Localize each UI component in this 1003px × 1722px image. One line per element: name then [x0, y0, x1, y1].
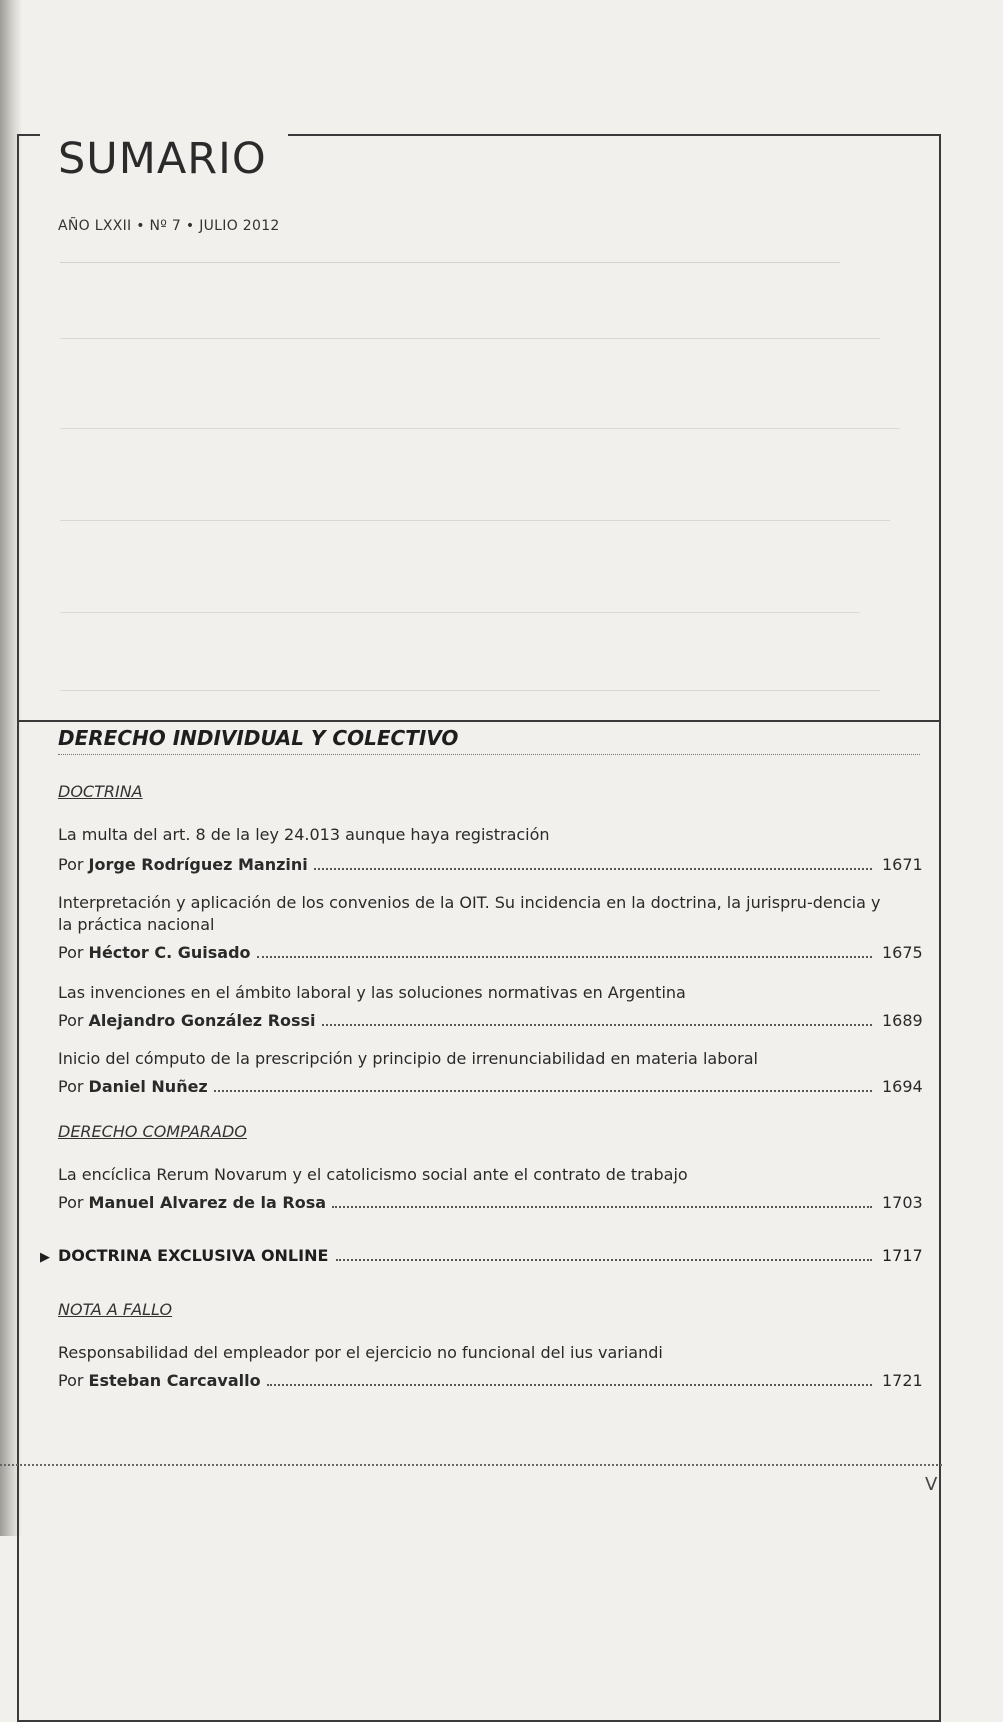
toc-entry[interactable]	[58, 1048, 923, 1098]
toc-entry[interactable]	[58, 982, 923, 1032]
entry-title: Interpretación y aplicación de los convenios de la OIT. Su incidencia en la doctrina, la jurispru-dencia y la práctica nacional	[58, 893, 881, 934]
page-number: 1694	[882, 1077, 923, 1096]
entry-title: La encíclica Rerum Novarum y el catolicismo social ante el contrato de trabajo	[58, 1165, 688, 1184]
subsection-derecho-comparado: DERECHO COMPARADO	[58, 1122, 247, 1141]
author-name: Esteban Carcavallo	[88, 1371, 261, 1390]
page-number: 1671	[882, 855, 923, 874]
page-title: SUMARIO	[58, 134, 267, 184]
triangle-right-icon: ▶	[40, 1250, 50, 1265]
author-name: Héctor C. Guisado	[88, 943, 251, 962]
author-name: Jorge Rodríguez Manzini	[88, 855, 308, 874]
dot-leader	[332, 1206, 872, 1208]
author-name: Alejandro González Rossi	[88, 1011, 316, 1030]
page-number: 1703	[882, 1193, 923, 1212]
author-prefix: Por	[58, 1371, 84, 1390]
author-prefix: Por	[58, 1193, 84, 1212]
dot-leader	[314, 868, 872, 870]
dot-leader	[267, 1384, 872, 1386]
toc-entry[interactable]	[58, 824, 923, 876]
dot-leader	[336, 1259, 872, 1261]
section-heading: DERECHO INDIVIDUAL Y COLECTIVO	[58, 726, 920, 755]
toc-entry[interactable]	[58, 892, 923, 964]
entry-title: Las invenciones en el ámbito laboral y las soluciones normativas en Argentina	[58, 983, 686, 1002]
dot-leader	[322, 1024, 872, 1026]
dot-leader	[257, 956, 872, 958]
subsection-nota-a-fallo: NOTA A FALLO	[58, 1300, 173, 1319]
author-prefix: Por	[58, 943, 84, 962]
author-name: Daniel Nuñez	[88, 1077, 208, 1096]
author-prefix: Por	[58, 855, 84, 874]
entry-title: Responsabilidad del empleador por el ejercicio no funcional del ius variandi	[58, 1343, 663, 1362]
entry-title: Inicio del cómputo de la prescripción y principio de irrenunciabilidad en materia laboral	[58, 1049, 758, 1068]
author-prefix: Por	[58, 1077, 84, 1096]
subsection-doctrina: DOCTRINA	[58, 782, 143, 801]
page-folio: V	[925, 1474, 938, 1495]
issue-info: AÑO LXXII • Nº 7 • JULIO 2012	[58, 218, 280, 234]
footer-rule	[0, 1464, 942, 1466]
author-name: Manuel Alvarez de la Rosa	[88, 1193, 327, 1212]
author-prefix: Por	[58, 1011, 84, 1030]
toc-entry[interactable]	[58, 1342, 923, 1392]
dot-leader	[214, 1090, 872, 1092]
page-number: 1721	[882, 1371, 923, 1390]
entry-title: La multa del art. 8 de la ley 24.013 aunque haya registración	[58, 825, 550, 844]
online-label: DOCTRINA EXCLUSIVA ONLINE	[58, 1246, 329, 1265]
online-doctrine-link[interactable]	[40, 1246, 923, 1266]
toc-entry[interactable]	[58, 1164, 923, 1214]
page-number: 1689	[882, 1011, 923, 1030]
page-number: 1675	[882, 943, 923, 962]
page-number: 1717	[882, 1246, 923, 1265]
